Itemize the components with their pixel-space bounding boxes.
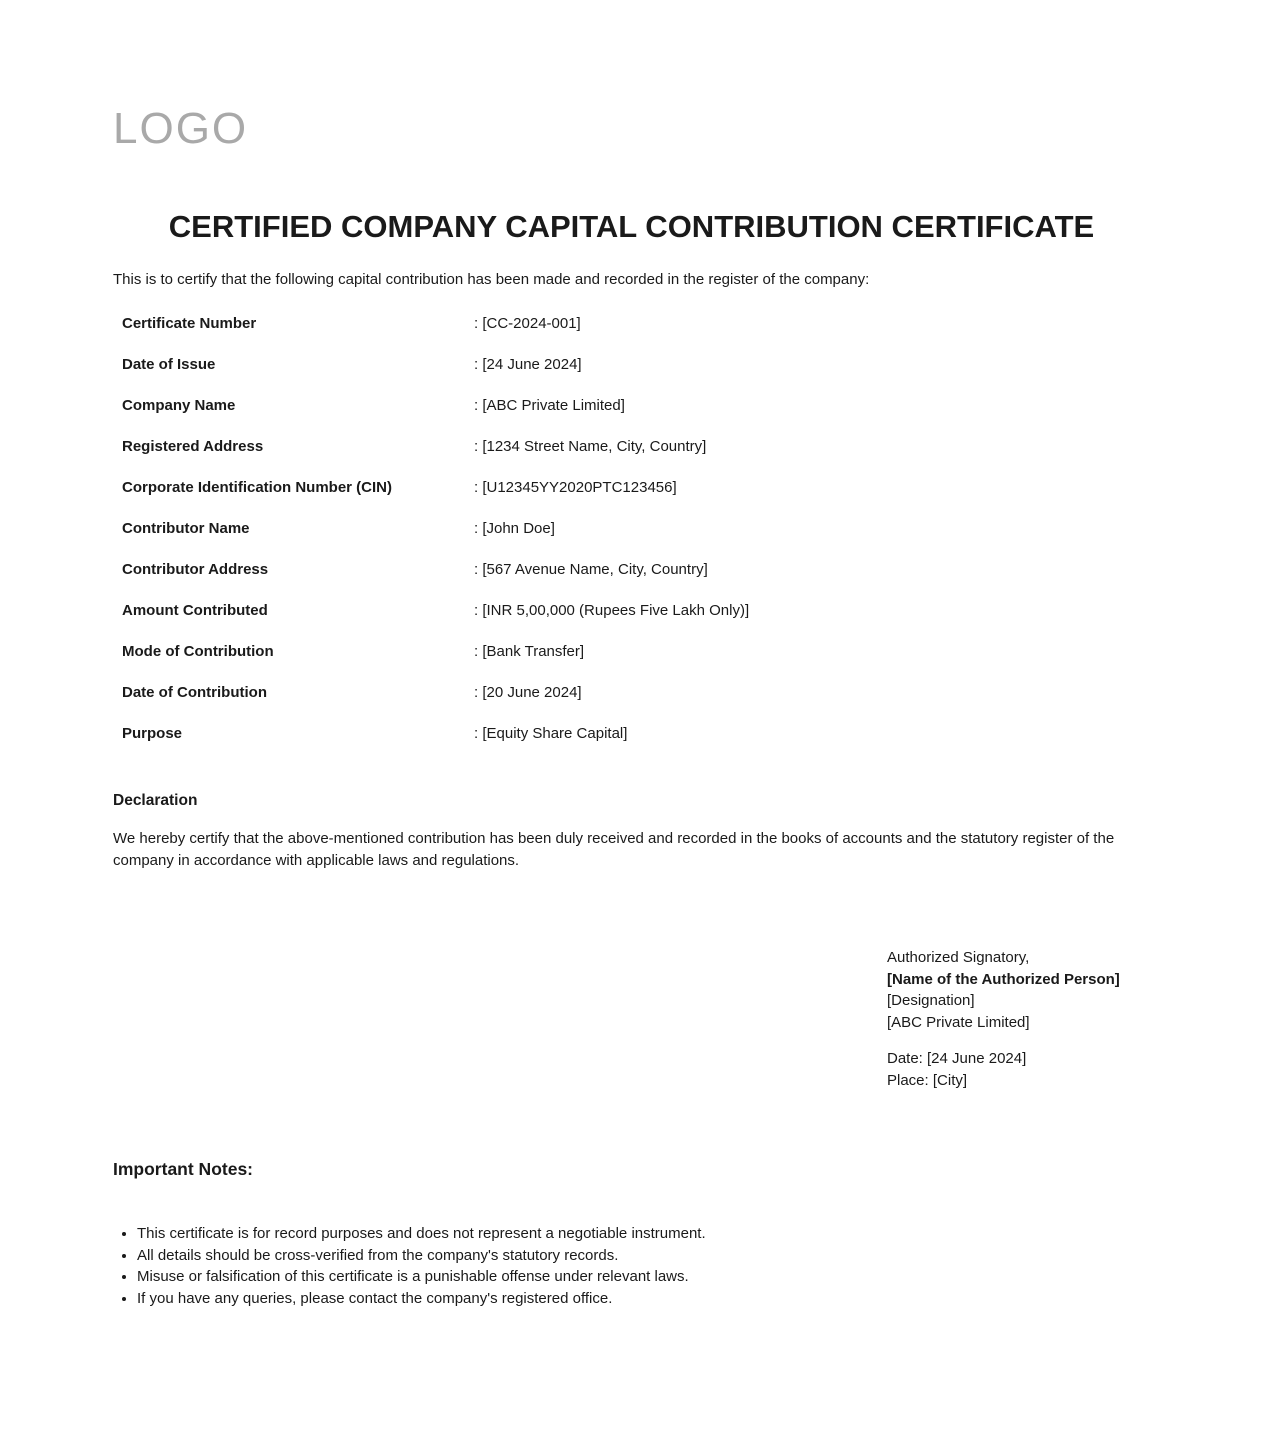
field-label: Corporate Identification Number (CIN) bbox=[122, 479, 393, 496]
field-value: : [1234 Street Name, City, Country] bbox=[474, 438, 707, 455]
table-row-amount-contributed bbox=[113, 590, 1150, 631]
field-value: : [U12345YY2020PTC123456] bbox=[474, 479, 677, 496]
field-value: : [Bank Transfer] bbox=[474, 643, 585, 660]
signatory-section bbox=[113, 947, 1150, 1091]
signatory-opening: Authorized Signatory, bbox=[887, 949, 1030, 966]
field-value: : [20 June 2024] bbox=[474, 684, 582, 701]
important-notes-list bbox=[113, 1223, 1150, 1309]
table-row-contributor-name bbox=[113, 508, 1150, 549]
note-item: • If you have any queries, please contact the company's registered office. bbox=[137, 1288, 1150, 1310]
field-value: : [CC-2024-001] bbox=[474, 315, 581, 332]
intro-text: This is to certify that the following capital contribution has been made and recorded in the register of the company: bbox=[113, 271, 870, 288]
table-row-company-name bbox=[113, 385, 1150, 426]
field-label: Mode of Contribution bbox=[122, 643, 274, 660]
declaration-heading: Declaration bbox=[113, 792, 198, 809]
table-row-date-of-contribution bbox=[113, 672, 1150, 713]
field-label: Amount Contributed bbox=[122, 602, 268, 619]
note-item: • Misuse or falsification of this certificate is a punishable offense under relevant laws. bbox=[137, 1266, 1150, 1288]
field-label: Contributor Address bbox=[122, 561, 269, 578]
field-value: : [INR 5,00,000 (Rupees Five Lakh Only)] bbox=[474, 602, 750, 619]
important-notes-heading: Important Notes: bbox=[113, 1159, 253, 1179]
company-logo: LOGO bbox=[113, 104, 249, 153]
table-row-purpose bbox=[113, 713, 1150, 754]
table-row-contributor-address bbox=[113, 549, 1150, 590]
field-label: Registered Address bbox=[122, 438, 264, 455]
signatory-company: [ABC Private Limited] bbox=[887, 1013, 1030, 1031]
details-table bbox=[113, 303, 1150, 754]
field-value: : [24 June 2024] bbox=[474, 356, 582, 373]
field-label: Company Name bbox=[122, 397, 236, 414]
field-label: Purpose bbox=[122, 725, 183, 742]
table-row-registered-address bbox=[113, 426, 1150, 467]
signatory-designation: [Designation] bbox=[887, 992, 975, 1009]
note-item: • This certificate is for record purposes and does not represent a negotiable instrument. bbox=[137, 1223, 1150, 1245]
document-content bbox=[0, 106, 1263, 1309]
signatory-name: [Name of the Authorized Person] bbox=[887, 970, 1120, 988]
table-row-cin bbox=[113, 467, 1150, 508]
declaration-text: We hereby certify that the above-mentioned contribution has been duly received and recorded in the books of accounts and the statutory register of the company in accordance with applicable laws and regulations. bbox=[113, 830, 1115, 869]
field-label: Contributor Name bbox=[122, 520, 250, 537]
field-label: Date of Issue bbox=[122, 356, 216, 373]
signatory-block bbox=[887, 947, 1150, 1091]
note-item: • All details should be cross-verified from the company's statutory records. bbox=[137, 1245, 1150, 1267]
table-row-certificate-number bbox=[113, 303, 1150, 344]
signatory-date: Date: [24 June 2024] bbox=[887, 1050, 1027, 1067]
table-row-date-of-issue bbox=[113, 344, 1150, 385]
field-value: : [John Doe] bbox=[474, 520, 555, 537]
field-value: : [567 Avenue Name, City, Country] bbox=[474, 561, 708, 578]
table-row-mode-of-contribution bbox=[113, 631, 1150, 672]
field-value: : [ABC Private Limited] bbox=[474, 397, 625, 414]
field-value: : [Equity Share Capital] bbox=[474, 725, 628, 742]
field-label: Certificate Number bbox=[122, 315, 257, 332]
field-label: Date of Contribution bbox=[122, 684, 267, 701]
signatory-place: Place: [City] bbox=[887, 1071, 968, 1089]
page-title: CERTIFIED COMPANY CAPITAL CONTRIBUTION CERTIFICATE bbox=[168, 209, 1095, 244]
